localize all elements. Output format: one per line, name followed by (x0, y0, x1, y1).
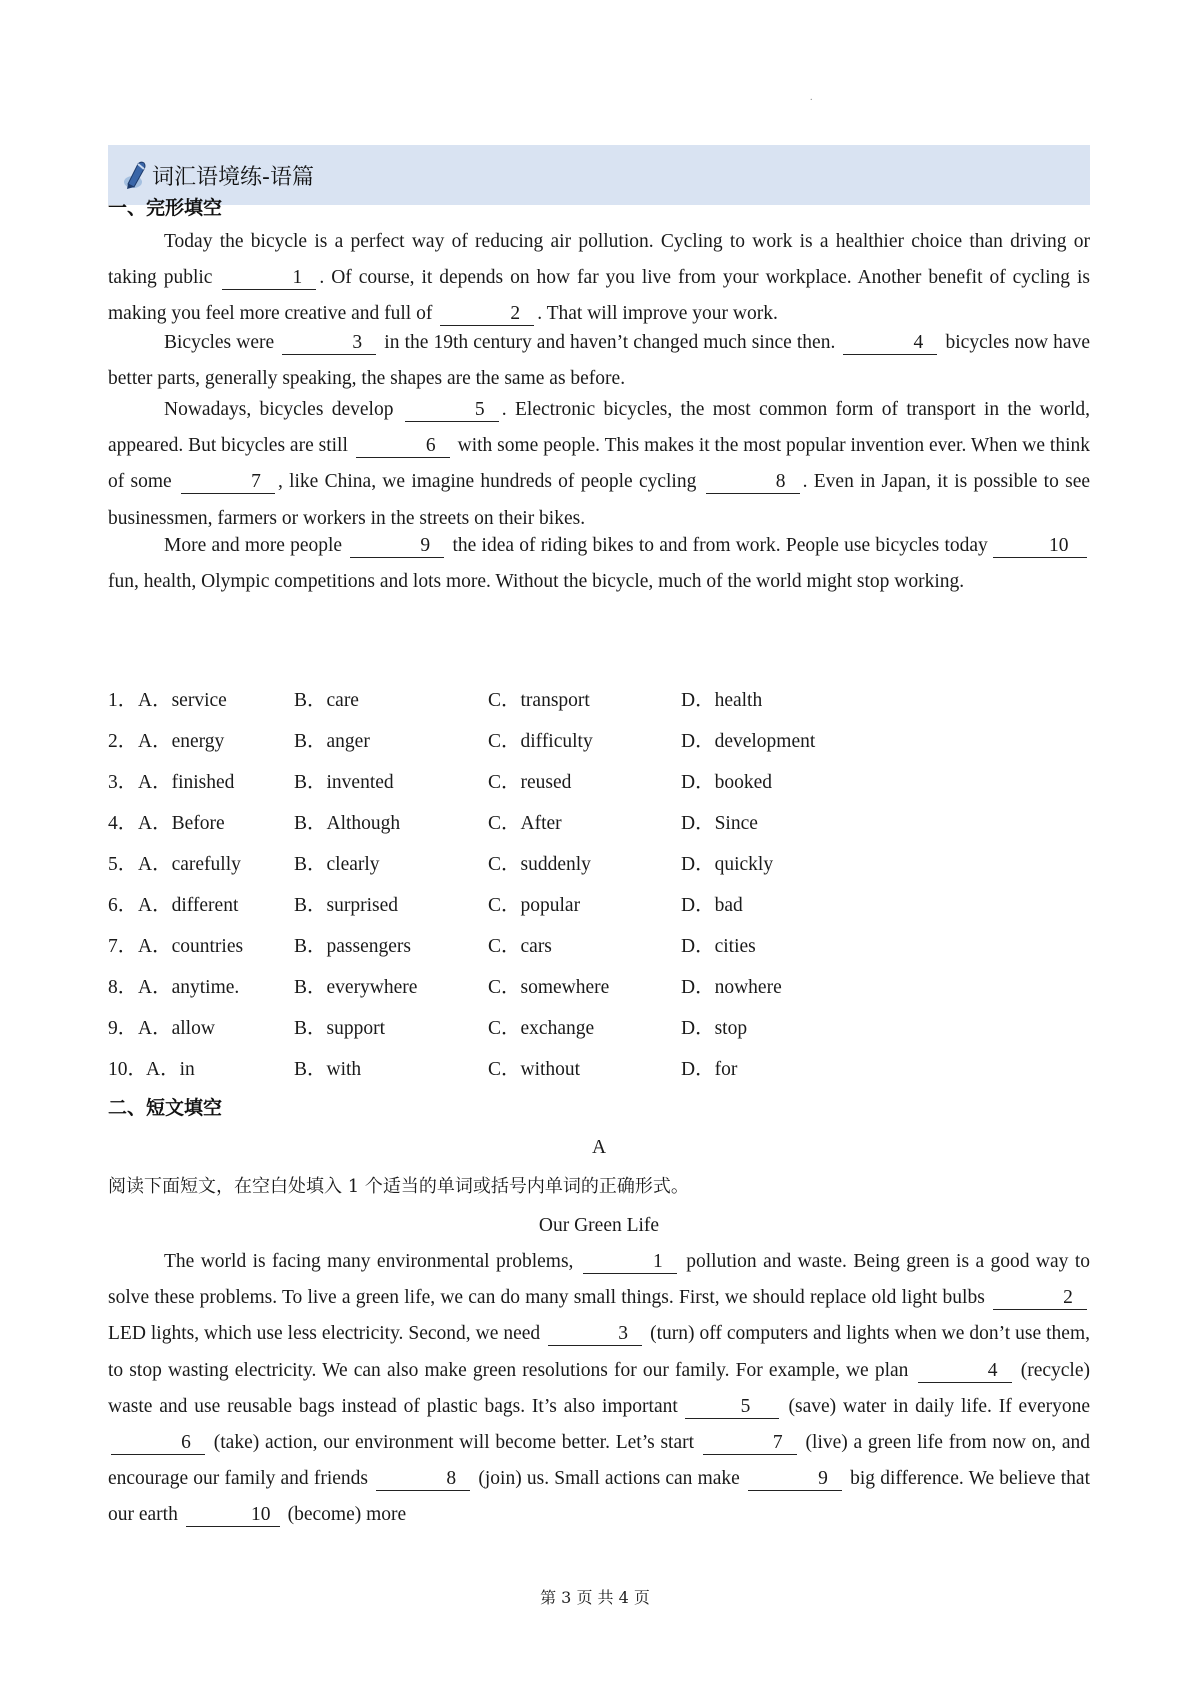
option-d[interactable]: D．stop (681, 1018, 748, 1039)
option-b[interactable]: B．anger (294, 731, 370, 752)
paragraph-text: (join) us. Small actions can make (473, 1468, 745, 1490)
option-d[interactable]: D．quickly (681, 854, 774, 875)
answer-blank[interactable]: 9 (350, 535, 444, 558)
paragraph-text: The world is facing many environmental problems, (164, 1251, 580, 1272)
part2-paragraph (108, 1244, 1090, 1534)
option-a[interactable]: A．anytime. (138, 977, 240, 998)
answer-blank[interactable]: 8 (706, 471, 800, 494)
paragraph-text: in the 19th century and haven’t changed much since then. (379, 332, 841, 353)
option-b[interactable]: B．passengers (294, 936, 411, 957)
question-row (108, 926, 1090, 967)
paragraph-text: fun, health, Olympic competitions and lots more. Without the bicycle, much of the world might stop working. (108, 571, 965, 593)
option-b[interactable]: B．support (294, 1018, 386, 1039)
paragraph-text: . Of course, it depends on how far you live from your workplace. Another benefit of cycling is making you feel more creative and full of (108, 267, 1091, 325)
part1-heading: 一、完形填空 (108, 197, 223, 219)
paragraph-text: (take) action, our environment will become better. Let’s start (208, 1432, 700, 1454)
option-b[interactable]: B．care (294, 690, 359, 711)
page-footer: 第 3 页 共 4 页 (540, 1588, 650, 1607)
question-row (108, 721, 1090, 762)
option-a[interactable]: A．carefully (138, 854, 241, 875)
answer-blank[interactable]: 2 (440, 303, 534, 326)
passage-label: A (591, 1137, 607, 1158)
paragraph-text: (save) water in daily life. If everyone (781, 1395, 1091, 1417)
question-number: 4． (108, 813, 138, 834)
option-a[interactable]: A．allow (138, 1018, 215, 1039)
section-title: 词汇语境练-语篇 (152, 164, 314, 190)
paragraph-text: big difference. We believe that our earth (108, 1468, 1090, 1526)
option-a[interactable]: A．energy (138, 731, 225, 752)
paragraph-text: pollution and waste. Being green is a good way to solve these problems. To live a green life, we can do many small things. First, we should replace old light bulbs (108, 1251, 1090, 1309)
option-a[interactable]: A．in (146, 1059, 195, 1080)
answer-blank[interactable]: 5 (405, 399, 499, 422)
answer-blank[interactable]: 7 (181, 471, 275, 494)
answer-blank[interactable]: 7 (703, 1432, 797, 1455)
answer-blank[interactable]: 6 (356, 435, 450, 458)
question-row (108, 680, 1090, 721)
question-number: 3． (108, 772, 138, 793)
section-banner (108, 145, 1090, 205)
question-number: 5． (108, 854, 138, 875)
paragraph-text: Today the bicycle is a perfect way of reducing air pollution. Cycling to work is a healthier choice than driving or taking public (108, 231, 1090, 289)
option-c[interactable]: C．popular (488, 895, 581, 916)
option-c[interactable]: C．exchange (488, 1018, 595, 1039)
paragraph-text: Bicycles were (164, 332, 280, 353)
header-mark: . (810, 92, 813, 103)
answer-blank[interactable]: 10 (993, 535, 1087, 558)
part1-paragraph-2 (108, 325, 1090, 397)
question-number: 8． (108, 977, 138, 998)
answer-blank[interactable]: 10 (186, 1504, 280, 1527)
option-d[interactable]: D．development (681, 731, 816, 752)
option-b[interactable]: B．surprised (294, 895, 398, 916)
option-c[interactable]: C．reused (488, 772, 572, 793)
option-b[interactable]: B．invented (294, 772, 394, 793)
paragraph-text: bicycles now have better parts, generally speaking, the shapes are the same as before. (108, 332, 1090, 390)
question-number: 9． (108, 1018, 138, 1039)
question-row (108, 1049, 1090, 1090)
paragraph-text: (become) more (282, 1504, 407, 1526)
option-c[interactable]: C．suddenly (488, 854, 591, 875)
option-d[interactable]: D．booked (681, 772, 772, 793)
option-a[interactable]: A．finished (138, 772, 235, 793)
option-b[interactable]: B．with (294, 1059, 362, 1080)
answer-blank[interactable]: 2 (993, 1287, 1087, 1310)
answer-blank[interactable]: 8 (376, 1468, 470, 1491)
question-row (108, 885, 1090, 926)
answer-blank[interactable]: 4 (918, 1360, 1012, 1383)
paragraph-text: with some people. This makes it the most popular invention ever. When we think of some (108, 435, 1091, 493)
paragraph-text: (recycle) waste and use reusable bags instead of plastic bags. It’s also important (108, 1359, 1090, 1417)
question-row (108, 803, 1090, 844)
answer-blank[interactable]: 3 (282, 332, 376, 355)
answer-blank[interactable]: 1 (583, 1251, 677, 1274)
part1-paragraph-4 (108, 528, 1090, 600)
option-b[interactable]: B．Although (294, 813, 401, 834)
option-c[interactable]: C．transport (488, 690, 590, 711)
part1-paragraph-3 (108, 392, 1090, 537)
question-row (108, 967, 1090, 1008)
question-number: 10． (108, 1059, 148, 1080)
option-c[interactable]: C．without (488, 1059, 581, 1080)
option-d[interactable]: D．cities (681, 936, 756, 957)
option-c[interactable]: C．somewhere (488, 977, 610, 998)
option-d[interactable]: D．for (681, 1059, 738, 1080)
question-options (108, 680, 1090, 1090)
question-number: 2． (108, 731, 138, 752)
question-row (108, 844, 1090, 885)
paragraph-text: LED lights, which use less electricity. Second, we need (108, 1323, 546, 1345)
option-a[interactable]: A．different (138, 895, 239, 916)
option-d[interactable]: D．Since (681, 813, 758, 834)
answer-blank[interactable]: 4 (843, 332, 937, 355)
part1-paragraph-1 (108, 224, 1090, 333)
answer-blank[interactable]: 6 (111, 1432, 205, 1455)
option-a[interactable]: A．Before (138, 813, 225, 834)
option-b[interactable]: B．clearly (294, 854, 380, 875)
part2-heading: 二、短文填空 (108, 1097, 223, 1119)
answer-blank[interactable]: 1 (222, 267, 316, 290)
option-c[interactable]: C．difficulty (488, 731, 593, 752)
paragraph-text: . Electronic bicycles, the most common form of transport in the world, appeared. But bicycles are still (108, 399, 1090, 457)
question-number: 1． (108, 690, 138, 711)
paragraph-text: (turn) off computers and lights when we don’t use them, to stop wasting electricity. We can also make green resolutions for our family. For example, we plan (108, 1323, 1090, 1381)
option-b[interactable]: B．everywhere (294, 977, 418, 998)
question-row (108, 1008, 1090, 1049)
paragraph-text: Nowadays, bicycles develop (164, 399, 402, 420)
paragraph-text: More and more people (164, 535, 348, 556)
paragraph-text: . Even in Japan, it is possible to see businessmen, farmers or workers in the streets on their bikes. (108, 471, 1090, 529)
paragraph-text: the idea of riding bikes to and from work. People use bicycles today (447, 535, 994, 556)
option-c[interactable]: C．After (488, 813, 562, 834)
answer-blank[interactable]: 9 (748, 1468, 842, 1491)
option-d[interactable]: D．nowhere (681, 977, 782, 998)
question-row (108, 762, 1090, 803)
instruction-text: 阅读下面短文，在空白处填入 1 个适当的单词或括号内单词的正确形式。 (108, 1176, 689, 1197)
paragraph-text: . That will improve your work. (537, 303, 778, 325)
question-number: 6． (108, 895, 138, 916)
option-d[interactable]: D．health (681, 690, 763, 711)
question-number: 7． (108, 936, 138, 957)
answer-blank[interactable]: 3 (548, 1323, 642, 1346)
passage-title: Our Green Life (538, 1215, 660, 1236)
option-a[interactable]: A．countries (138, 936, 244, 957)
option-c[interactable]: C．cars (488, 936, 552, 957)
option-a[interactable]: A．service (138, 690, 227, 711)
answer-blank[interactable]: 5 (685, 1396, 779, 1419)
option-d[interactable]: D．bad (681, 895, 743, 916)
paragraph-text: (live) a green life from now on, and encourage our family and friends (108, 1432, 1090, 1490)
pen-icon (122, 160, 148, 190)
paragraph-text: , like China, we imagine hundreds of people cycling (277, 471, 703, 493)
